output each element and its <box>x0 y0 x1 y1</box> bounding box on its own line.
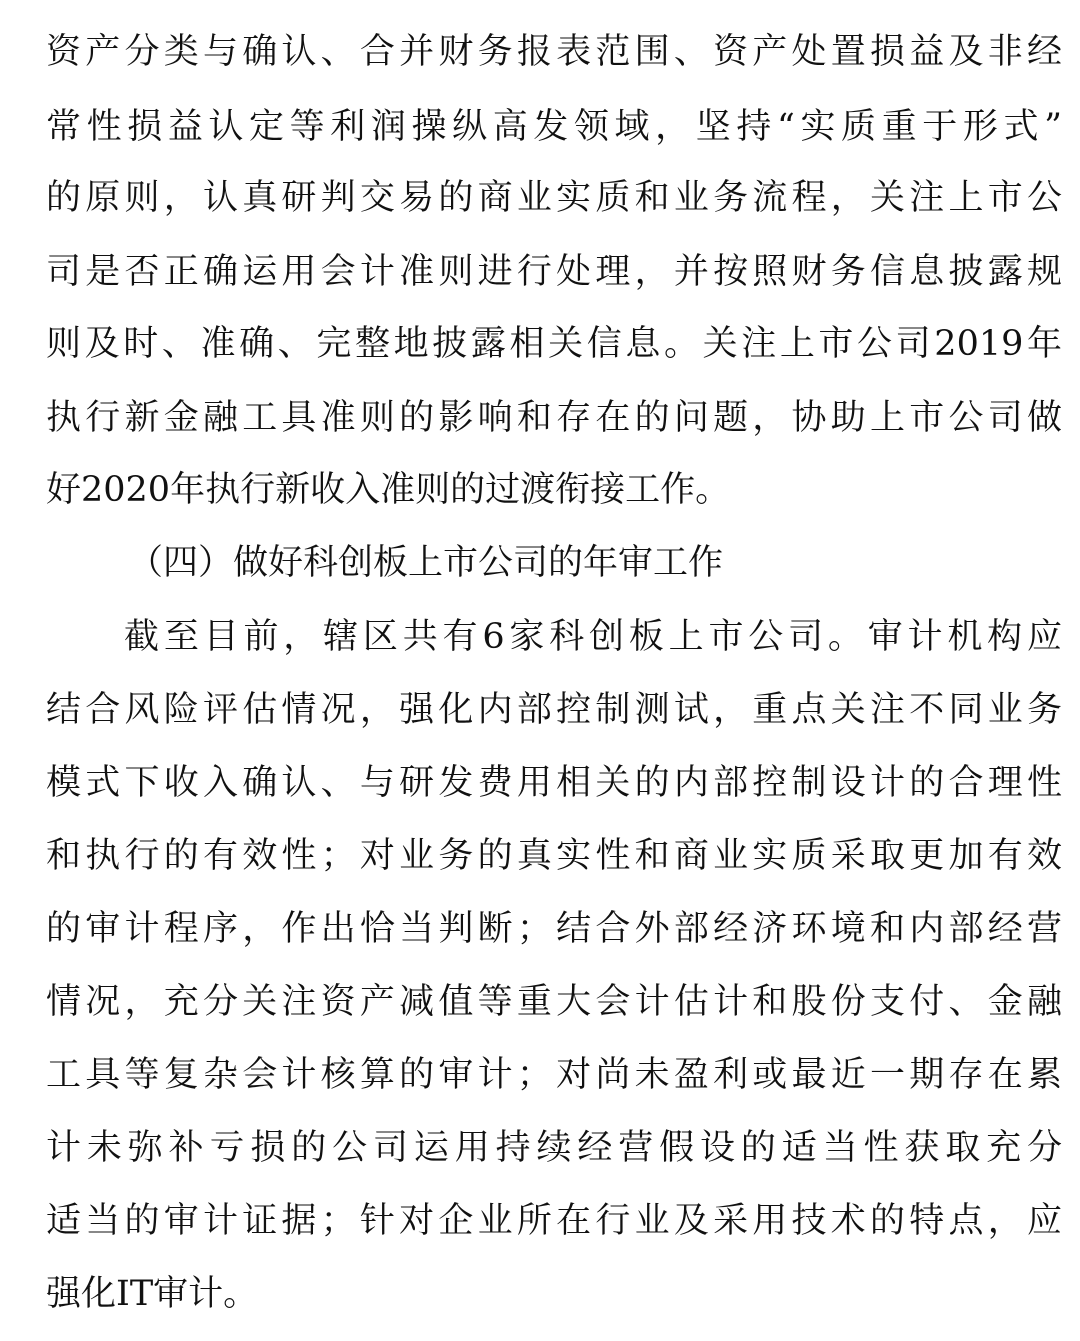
text-line: 强化IT审计。 <box>46 1274 259 1314</box>
text-line: 计未弥补亏损的公司运用持续经营假设的适当性获取充分 <box>46 1128 1062 1168</box>
text-line: 和执行的有效性；对业务的真实性和商业实质采取更加有效 <box>46 836 1062 876</box>
text-line: 结合风险评估情况，强化内部控制测试，重点关注不同业务 <box>46 690 1062 730</box>
text-line: 资产分类与确认、合并财务报表范围、资产处置损益及非经 <box>46 32 1062 72</box>
text-line: 常性损益认定等利润操纵高发领域，坚持“实质重于形式” <box>46 107 1062 147</box>
text-line: 截至目前，辖区共有6家科创板上市公司。审计机构应 <box>124 617 1062 657</box>
text-line: 的原则，认真研判交易的商业实质和业务流程，关注上市公 <box>46 178 1062 218</box>
text-line: 模式下收入确认、与研发费用相关的内部控制设计的合理性 <box>46 763 1062 803</box>
text-line: 工具等复杂会计核算的审计；对尚未盈利或最近一期存在累 <box>46 1055 1062 1095</box>
text-line: 则及时、准确、完整地披露相关信息。关注上市公司2019年 <box>46 324 1062 364</box>
text-line: 司是否正确运用会计准则进行处理，并按照财务信息披露规 <box>46 252 1062 292</box>
section-heading: （四）做好科创板上市公司的年审工作 <box>128 543 724 583</box>
text-line: 情况，充分关注资产减值等重大会计估计和股份支付、金融 <box>46 982 1062 1022</box>
text-line: 的审计程序，作出恰当判断；结合外部经济环境和内部经营 <box>46 909 1062 949</box>
text-line: 适当的审计证据；针对企业所在行业及采用技术的特点，应 <box>46 1201 1062 1241</box>
text-line: 好2020年执行新收入准则的过渡衔接工作。 <box>46 470 731 510</box>
text-line: 执行新金融工具准则的影响和存在的问题，协助上市公司做 <box>46 398 1062 438</box>
